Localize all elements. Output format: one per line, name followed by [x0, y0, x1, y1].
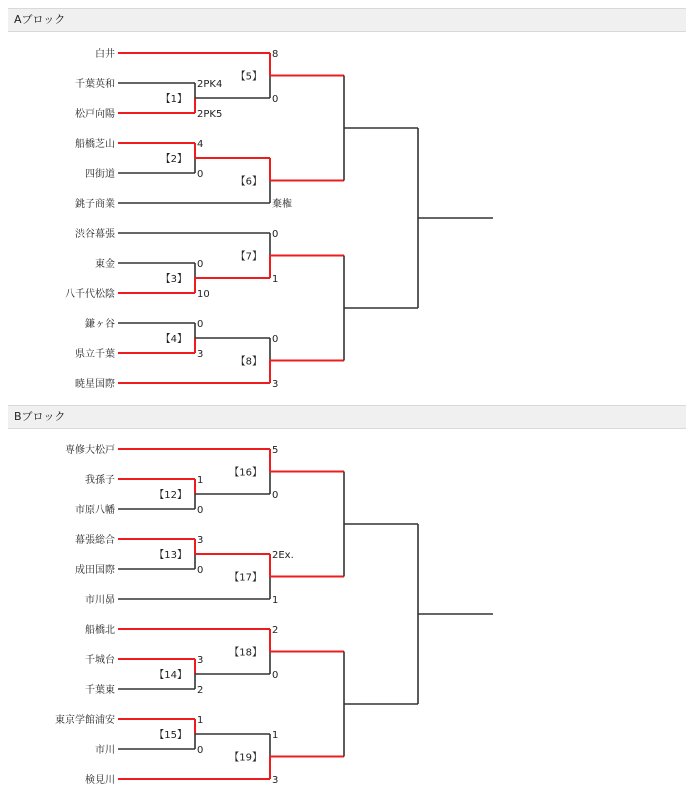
score-label: 0 — [272, 94, 279, 105]
score-label: 5 — [272, 445, 279, 456]
team-label: 市川 — [95, 745, 115, 756]
team-label: 暁星国際 — [75, 379, 115, 390]
match-label: 【2】 — [160, 154, 187, 165]
team-label: 船橋北 — [85, 625, 115, 636]
score-label: 3 — [197, 655, 204, 666]
block-a-header — [8, 8, 686, 32]
block-a-bracket — [0, 36, 696, 396]
team-label: 成田国際 — [75, 565, 115, 576]
team-label: 松戸向陽 — [75, 109, 115, 120]
score-label: 1 — [272, 730, 279, 741]
match-label: 【5】 — [235, 71, 262, 83]
score-label: 0 — [197, 259, 204, 270]
match-label: 【6】 — [235, 176, 262, 188]
team-label: 渋谷幕張 — [75, 229, 115, 240]
team-label: 船橋芝山 — [75, 139, 115, 150]
match-label: 【15】 — [154, 730, 187, 741]
score-label: 1 — [197, 715, 204, 726]
score-label: 0 — [197, 319, 204, 330]
score-label: 0 — [197, 505, 204, 516]
block-b-title: Bブロック — [14, 410, 66, 423]
team-label: 鎌ヶ谷 — [85, 319, 115, 330]
match-label: 【8】 — [235, 356, 262, 368]
score-label: 1 — [272, 595, 279, 606]
match-label: 【16】 — [229, 467, 262, 479]
team-label: 千城台 — [85, 655, 115, 666]
score-label: 0 — [272, 490, 279, 501]
score-label: 3 — [197, 535, 204, 546]
team-label: 幕張総合 — [75, 535, 115, 546]
score-label: 2PK4 — [197, 79, 223, 90]
score-label: 棄権 — [272, 199, 292, 210]
block-b-header — [8, 405, 686, 429]
score-label: 0 — [197, 169, 204, 180]
team-label: 専修大松戸 — [65, 445, 115, 456]
score-label: 4 — [197, 139, 204, 150]
team-label: 東京学館浦安 — [55, 715, 115, 726]
block-a-title: Aブロック — [14, 13, 66, 26]
match-label: 【13】 — [154, 550, 187, 561]
score-label: 0 — [272, 229, 279, 240]
team-label: 検見川 — [85, 775, 115, 786]
team-label: 東金 — [95, 259, 115, 270]
match-label: 【1】 — [160, 94, 187, 105]
score-label: 2PK5 — [197, 109, 223, 120]
score-label: 0 — [272, 670, 279, 681]
match-label: 【14】 — [154, 670, 187, 681]
team-label: 市原八幡 — [75, 505, 115, 516]
team-label: 千葉東 — [85, 685, 115, 696]
team-label: 千葉英和 — [75, 79, 115, 90]
team-label: 八千代松陰 — [65, 289, 115, 300]
team-label: 白井 — [95, 49, 115, 60]
match-label: 【3】 — [160, 274, 187, 285]
match-label: 【17】 — [229, 572, 262, 584]
match-label: 【18】 — [229, 647, 262, 659]
score-label: 0 — [197, 745, 204, 756]
block-b-bracket — [0, 432, 696, 796]
score-label: 2Ex. — [272, 550, 294, 561]
match-label: 【19】 — [229, 752, 262, 764]
match-label: 【4】 — [160, 334, 187, 345]
score-label: 2 — [197, 685, 204, 696]
score-label: 0 — [272, 334, 279, 345]
score-label: 3 — [272, 379, 279, 390]
team-label: 銚子商業 — [75, 199, 115, 210]
match-label: 【7】 — [235, 251, 262, 263]
team-label: 市川昴 — [85, 595, 115, 606]
score-label: 1 — [197, 475, 204, 486]
team-label: 四街道 — [85, 169, 115, 180]
match-label: 【12】 — [154, 490, 187, 501]
score-label: 10 — [197, 289, 210, 300]
score-label: 3 — [272, 775, 279, 786]
score-label: 0 — [197, 565, 204, 576]
team-label: 県立千葉 — [75, 349, 115, 360]
score-label: 8 — [272, 49, 279, 60]
team-label: 我孫子 — [85, 475, 115, 486]
score-label: 1 — [272, 274, 279, 285]
score-label: 3 — [197, 349, 204, 360]
score-label: 2 — [272, 625, 279, 636]
